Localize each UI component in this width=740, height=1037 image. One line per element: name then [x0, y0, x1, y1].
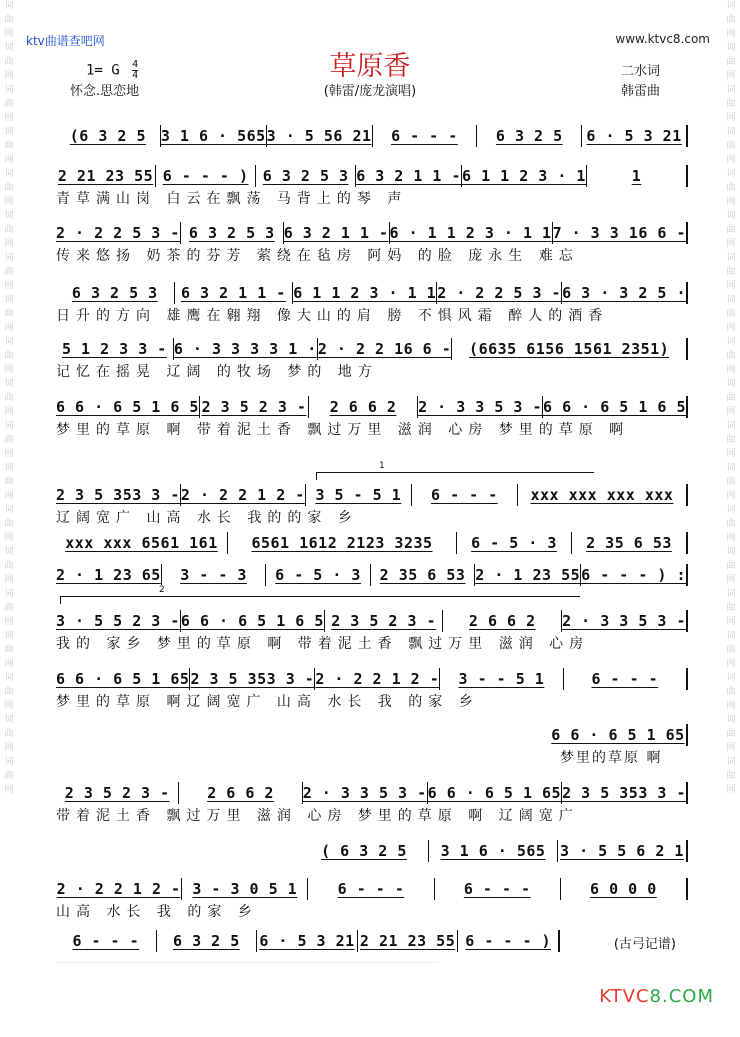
measure: 6 0 0 0: [561, 878, 688, 900]
measure: 2 3 5 2 3 -: [56, 782, 179, 804]
watermark-glyph: 网: [4, 575, 14, 585]
measure: (6635 6156 1561 2351): [452, 338, 688, 360]
watermark-glyph: 曲: [4, 729, 14, 739]
brand-logo[interactable]: [599, 986, 714, 1007]
watermark-glyph: 网: [4, 449, 14, 459]
watermark-glyph: 词: [726, 211, 736, 221]
lyric-line: 带着泥土香 飘过万里 滋润 心房 梦里的草原 啊 辽阔宽广: [56, 808, 579, 824]
watermark-glyph: 网: [4, 365, 14, 375]
notation-row: [300, 840, 688, 862]
measure: 6 - - -: [56, 930, 157, 952]
watermark-glyph: 曲: [4, 57, 14, 67]
watermark-glyph: 曲: [4, 519, 14, 529]
volta-bracket-1: [316, 461, 594, 480]
measure: xxx xxx xxx xxx: [518, 484, 688, 506]
notation-row: [550, 724, 688, 746]
watermark-glyph: 网: [726, 29, 736, 39]
watermark-glyph: 曲: [726, 729, 736, 739]
measure: 6 3 2 1 1 -: [283, 224, 389, 242]
watermark-glyph: 网: [4, 113, 14, 123]
watermark-glyph: 网: [4, 617, 14, 627]
measure: 2 3 5 2 3 -: [325, 610, 444, 632]
lyric-line: 传来悠扬 奶茶的芬芳 萦绕在毡房 阿妈 的脸 庞永生 难忘: [56, 248, 579, 264]
measure: 6 · 5 3 21: [257, 930, 358, 952]
measure: 6 - - -: [412, 484, 518, 506]
watermark-glyph: 词: [726, 715, 736, 725]
measure: 6 - - - ) :: [581, 566, 686, 584]
watermark-glyph: 曲: [4, 645, 14, 655]
measure: 2 3 5 353 3 -: [56, 486, 180, 504]
watermark-glyph: 曲: [726, 687, 736, 697]
measure: 6 - - -: [564, 668, 688, 690]
measure: 2 6 6 2: [443, 610, 562, 632]
notation-row: [56, 564, 688, 586]
watermark-glyph: 词: [4, 43, 14, 53]
measure: 6 - - - ): [458, 930, 560, 952]
watermark-glyph: 网: [4, 197, 14, 207]
watermark-glyph: 词: [4, 673, 14, 683]
side-watermark-left: [2, 0, 16, 1037]
measure: 6 - - - ): [156, 165, 256, 187]
measure: 2 · 3 3 5 3 -: [418, 398, 543, 416]
watermark-glyph: 网: [726, 113, 736, 123]
measure: 2 · 3 3 5 3 -: [562, 612, 686, 630]
measure: 2 · 1 23 65: [56, 566, 161, 584]
watermark-glyph: 曲: [726, 15, 736, 25]
divider: [58, 962, 438, 970]
watermark-glyph: 词: [4, 547, 14, 557]
time-signature: [132, 60, 138, 81]
measure: 2 · 3 3 5 3 -: [302, 784, 427, 802]
volta-number: 1: [379, 461, 385, 471]
watermark-glyph: 词: [726, 43, 736, 53]
measure: 6 3 2 5: [157, 930, 258, 952]
notation-row: [56, 484, 688, 506]
watermark-glyph: 网: [4, 701, 14, 711]
measure: 6 1 1 2 3 · 1: [462, 167, 586, 185]
watermark-glyph: 曲: [4, 309, 14, 319]
meter-bottom: 4: [132, 70, 139, 81]
watermark-glyph: 曲: [726, 771, 736, 781]
watermark-glyph: 网: [726, 701, 736, 711]
lyric-line: 青草满山岗 白云在飘荡 马背上的琴 声: [56, 191, 408, 207]
watermark-glyph: 曲: [4, 141, 14, 151]
watermark-glyph: 网: [4, 533, 14, 543]
watermark-glyph: 词: [726, 85, 736, 95]
lyric-line: 日升的方向 雄鹰在翱翔 像大山的肩 膀 不惧风霜 醉人的酒香: [56, 308, 609, 324]
lyric-line: 梦里的草原 啊: [560, 750, 663, 766]
measure: 2 · 2 2 1 2 -: [56, 880, 181, 898]
measure: 6 6 · 6 5 1 6 5: [543, 398, 686, 416]
watermark-glyph: 词: [726, 337, 736, 347]
watermark-glyph: 曲: [4, 393, 14, 403]
measure: 2 6 6 2: [309, 396, 418, 418]
measure: (6 3 2 5: [56, 125, 161, 147]
watermark-glyph: 词: [4, 127, 14, 137]
notation-row: [56, 878, 688, 900]
measure: 3 5 - 5 1: [306, 484, 412, 506]
lyric-line: 记忆在摇晃 辽阔 的牧场 梦的 地方: [56, 364, 378, 380]
key-label: 1= G: [86, 62, 120, 79]
measure: xxx xxx 6561 161: [56, 532, 228, 554]
watermark-glyph: 网: [726, 365, 736, 375]
watermark-glyph: 词: [4, 757, 14, 767]
measure: 2 3 5 353 3 -: [562, 784, 686, 802]
measure: 2 21 23 55: [358, 930, 459, 952]
measure: 6 3 2 5 3: [256, 165, 356, 187]
measure: 2 · 1 23 55: [475, 566, 581, 584]
notation-row: [56, 532, 688, 554]
watermark-glyph: 词: [726, 379, 736, 389]
notation-row: [56, 930, 560, 952]
watermark-glyph: 网: [726, 155, 736, 165]
measure: 6 6 · 6 5 1 6 5: [56, 398, 199, 416]
watermark-glyph: 曲: [4, 99, 14, 109]
watermark-glyph: 词: [726, 463, 736, 473]
lyric-line: 山高 水长 我 的家 乡: [56, 904, 258, 920]
brand-part-2: 8.COM: [649, 986, 714, 1007]
measure: 6 3 2 5 3: [181, 222, 284, 244]
watermark-glyph: 网: [4, 659, 14, 669]
measure: 3 · 5 5 2 3 -: [56, 612, 180, 630]
measure: 3 · 5 56 21: [266, 127, 372, 145]
measure: 6561 1612 2123 3235: [228, 532, 457, 554]
notation-row: [56, 668, 688, 690]
measure: 2 · 2 2 5 3 -: [437, 284, 562, 302]
brand-part-1: KTVC: [599, 986, 650, 1007]
watermark-glyph: 网: [4, 491, 14, 501]
key-signature: [86, 60, 138, 81]
watermark-glyph: 曲: [726, 99, 736, 109]
measure: 5 1 2 3 3 -: [56, 338, 174, 360]
volta-bracket-2: [60, 585, 580, 604]
measure: 2 · 2 2 1 2 -: [315, 670, 440, 688]
watermark-glyph: 词: [726, 253, 736, 263]
measure: 6 3 2 5: [477, 125, 582, 147]
watermark-glyph: 词: [726, 295, 736, 305]
watermark-glyph: 网: [726, 197, 736, 207]
notation-row: [56, 782, 688, 804]
measure: 2 6 6 2: [179, 782, 302, 804]
watermark-glyph: 网: [726, 575, 736, 585]
watermark-glyph: 网: [4, 71, 14, 81]
volta-number: 2: [159, 585, 165, 595]
measure: 6 - - -: [435, 878, 561, 900]
watermark-glyph: 网: [726, 407, 736, 417]
watermark-glyph: 词: [726, 589, 736, 599]
meter-top: 4: [132, 59, 139, 70]
notation-row: [56, 165, 688, 187]
watermark-glyph: 词: [726, 673, 736, 683]
watermark-glyph: 网: [4, 29, 14, 39]
watermark-glyph: 词: [4, 85, 14, 95]
measure: 6 · 5 3 21: [582, 125, 688, 147]
watermark-glyph: 网: [4, 155, 14, 165]
side-watermark-right: [724, 0, 738, 1037]
song-title: 草原香: [329, 51, 411, 82]
watermark-glyph: 词: [726, 757, 736, 767]
watermark-glyph: 词: [4, 505, 14, 515]
notation-row: [56, 338, 688, 360]
measure: 3 - - 3: [162, 564, 266, 586]
notation-row: [56, 396, 688, 418]
watermark-glyph: 词: [4, 715, 14, 725]
watermark-glyph: 曲: [726, 57, 736, 67]
watermark-glyph: 网: [4, 323, 14, 333]
site-url[interactable]: www.ktvc8.com: [615, 32, 710, 46]
notation-row: [56, 222, 688, 244]
watermark-glyph: 网: [726, 449, 736, 459]
watermark-glyph: 曲: [726, 309, 736, 319]
watermark-glyph: 曲: [4, 477, 14, 487]
watermark-glyph: 网: [726, 533, 736, 543]
watermark-glyph: 曲: [726, 561, 736, 571]
measure: 3 - - 5 1: [440, 668, 563, 690]
watermark-glyph: 网: [726, 743, 736, 753]
watermark-glyph: 词: [4, 211, 14, 221]
measure: 6 - - -: [308, 878, 434, 900]
watermark-glyph: 曲: [4, 435, 14, 445]
watermark-glyph: 网: [726, 491, 736, 501]
watermark-glyph: 曲: [726, 435, 736, 445]
watermark-glyph: 词: [4, 253, 14, 263]
watermark-glyph: 网: [4, 239, 14, 249]
measure: 6 6 · 6 5 1 65: [56, 670, 190, 688]
lyric-line: 梦里的草原 啊辽阔宽广 山高 水长 我 的家 乡: [56, 694, 479, 710]
measure: 7 · 3 3 16 6 -: [552, 224, 686, 242]
watermark-glyph: 词: [4, 295, 14, 305]
watermark-glyph: 曲: [726, 351, 736, 361]
watermark-glyph: 曲: [4, 603, 14, 613]
tempo-marking: 怀念.思恋地: [70, 84, 140, 99]
watermark-glyph: 网: [726, 785, 736, 795]
measure: 2 · 2 2 5 3 -: [56, 224, 180, 242]
lyric-line: 辽阔宽广 山高 水长 我的的家 乡: [56, 510, 358, 526]
measure: 1: [587, 165, 688, 187]
watermark-glyph: 曲: [726, 477, 736, 487]
measure: 2 3 5 2 3 -: [200, 396, 309, 418]
measure: 6 1 1 2 3 · 1 1: [293, 284, 437, 302]
watermark-glyph: 曲: [726, 519, 736, 529]
watermark-glyph: 词: [4, 169, 14, 179]
watermark-glyph: 词: [726, 169, 736, 179]
watermark-glyph: 曲: [4, 561, 14, 571]
watermark-glyph: 网: [726, 281, 736, 291]
lyricist: 二水词: [620, 64, 660, 79]
measure: 3 1 6 · 565: [429, 840, 558, 862]
composer: 韩雷曲: [620, 84, 660, 99]
watermark-glyph: 网: [4, 281, 14, 291]
measure: 6 - - -: [373, 125, 478, 147]
site-name[interactable]: ktv曲谱查吧网: [26, 34, 105, 48]
watermark-glyph: 曲: [726, 645, 736, 655]
singers: (韩雷/庞龙演唱): [323, 84, 417, 99]
watermark-glyph: 网: [726, 71, 736, 81]
watermark-glyph: 词: [4, 589, 14, 599]
measure: 3 · 5 5 6 2 1: [558, 840, 688, 862]
watermark-glyph: 曲: [4, 267, 14, 277]
measure: 6 3 2 1 1 -: [356, 167, 462, 185]
watermark-glyph: 曲: [726, 225, 736, 235]
watermark-glyph: 网: [4, 743, 14, 753]
measure: 2 · 2 2 1 2 -: [180, 486, 305, 504]
watermark-glyph: 词: [726, 505, 736, 515]
watermark-glyph: 网: [726, 323, 736, 333]
watermark-glyph: 曲: [4, 225, 14, 235]
notation-row: [56, 125, 688, 147]
watermark-glyph: 曲: [726, 393, 736, 403]
measure: 2 21 23 55: [56, 165, 156, 187]
measure: 3 - 3 0 5 1: [182, 878, 308, 900]
measure: 6 3 2 5 3: [56, 282, 175, 304]
watermark-glyph: 词: [726, 127, 736, 137]
watermark-glyph: 词: [726, 421, 736, 431]
watermark-glyph: 词: [4, 463, 14, 473]
watermark-glyph: 曲: [726, 141, 736, 151]
measure: 6 6 · 6 5 1 65: [550, 724, 688, 746]
watermark-glyph: 词: [4, 379, 14, 389]
watermark-glyph: 曲: [726, 267, 736, 277]
watermark-glyph: 网: [726, 617, 736, 627]
lyric-line: 梦里的草原 啊 带着泥土香 飘过万里 滋润 心房 梦里的草原 啊: [56, 422, 630, 438]
transcriber-credit: (古弓记谱): [613, 937, 676, 952]
measure: 6 - 5 · 3: [266, 564, 370, 586]
notation-row: [56, 610, 688, 632]
watermark-glyph: 曲: [726, 603, 736, 613]
watermark-glyph: 曲: [4, 351, 14, 361]
watermark-glyph: 曲: [4, 183, 14, 193]
watermark-glyph: 曲: [4, 771, 14, 781]
watermark-glyph: 曲: [726, 183, 736, 193]
watermark-glyph: 曲: [4, 15, 14, 25]
measure: 6 · 1 1 2 3 · 1 1: [389, 224, 552, 242]
watermark-glyph: 网: [726, 239, 736, 249]
watermark-glyph: 词: [726, 547, 736, 557]
watermark-glyph: 网: [726, 659, 736, 669]
watermark-glyph: 词: [4, 337, 14, 347]
measure: ( 6 3 2 5: [300, 840, 429, 862]
measure: 6 - 5 · 3: [457, 532, 572, 554]
watermark-glyph: 词: [4, 421, 14, 431]
measure: 2 · 2 2 16 6 -: [317, 340, 452, 358]
measure: 2 35 6 53: [371, 564, 475, 586]
measure: 6 3 · 3 2 5 ·: [562, 284, 686, 302]
watermark-glyph: 网: [4, 407, 14, 417]
lyric-line: 我的 家乡 梦里的草原 啊 带着泥土香 飘过万里 滋润 心房: [56, 636, 590, 652]
watermark-glyph: 曲: [4, 687, 14, 697]
watermark-glyph: 词: [4, 1, 14, 11]
watermark-glyph: 词: [726, 1, 736, 11]
measure: 2 35 6 53: [572, 532, 688, 554]
measure: 6 3 2 1 1 -: [175, 282, 294, 304]
watermark-glyph: 网: [4, 785, 14, 795]
measure: 6 6 · 6 5 1 6 5: [180, 612, 324, 630]
measure: 6 6 · 6 5 1 65: [427, 784, 562, 802]
watermark-glyph: 词: [726, 631, 736, 641]
measure: 3 1 6 · 565: [160, 127, 266, 145]
watermark-glyph: 词: [4, 631, 14, 641]
notation-row: [56, 282, 688, 304]
measure: 6 · 3 3 3 3 1 ·: [173, 340, 317, 358]
measure: 2 3 5 353 3 -: [190, 670, 315, 688]
